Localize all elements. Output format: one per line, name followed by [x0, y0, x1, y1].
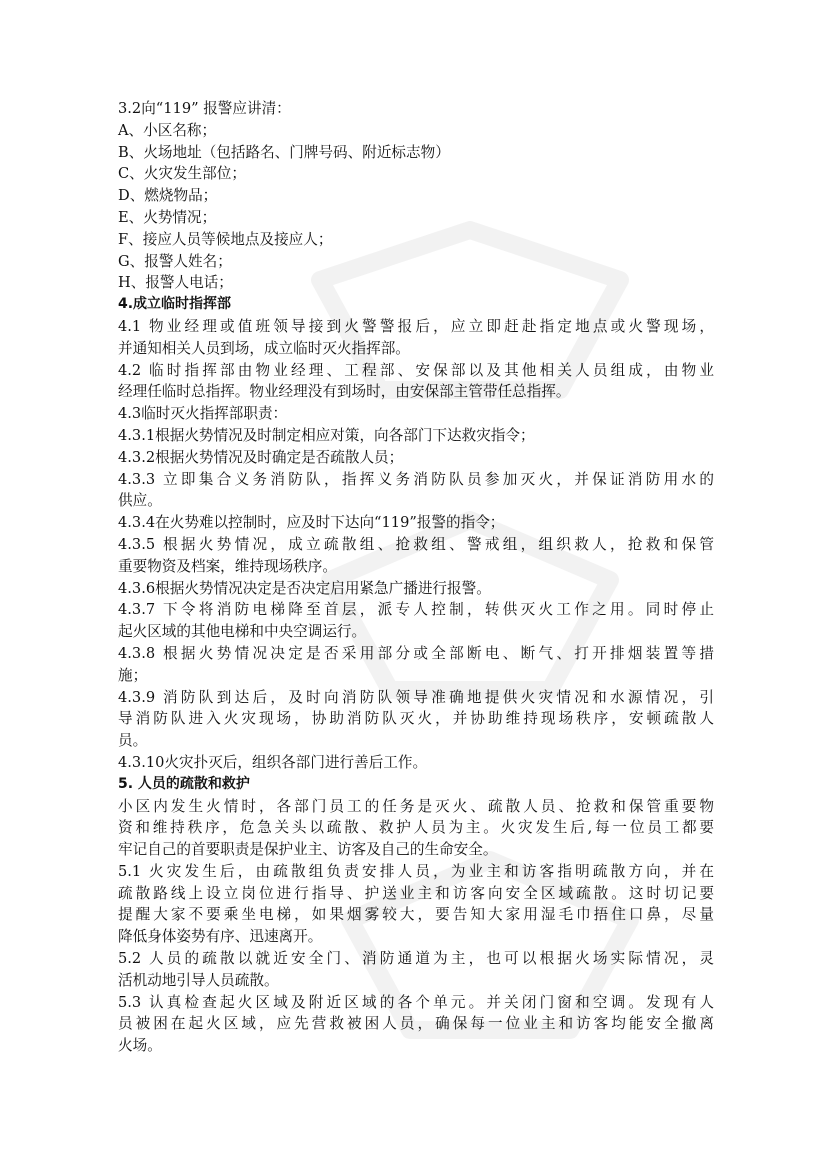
- text-line: 导消防队进入火灾现场，协助消防队灭火，并协助维持现场秩序，安顿疏散人: [118, 710, 714, 728]
- text-line: 4.3.10火灾扑灭后，组织各部门进行善后工作。: [118, 753, 428, 771]
- text-line: 4.2 临时指挥部由物业经理、工程部、安保部以及其他相关人员组成，由物业: [118, 361, 714, 379]
- text-line: 提醒大家不要乘坐电梯，如果烟雾较大，要告知大家用湿毛巾捂住口鼻，尽量: [118, 906, 714, 924]
- section-heading: 4.成立临时指挥部: [118, 296, 232, 313]
- text-line: 3.2向“119” 报警应讲清：: [118, 100, 291, 117]
- text-line: F、接应人员等候地点及接应人；: [118, 230, 333, 248]
- text-line: 4.3临时灭火指挥部职责：: [118, 405, 288, 423]
- text-line: 4.3.8 根据火势情况决定是否采用部分或全部断电、断气、打开排烟装置等措: [118, 644, 714, 662]
- text-line: 牢记自己的首要职责是保护业主、访客及自己的生命安全。: [118, 841, 498, 859]
- text-line: G、报警人姓名；: [118, 252, 232, 270]
- text-line: H、报警人电话；: [118, 274, 233, 292]
- text-line: 员被困在起火区域，应先营救被困人员，确保每一位业主和访客均能安全撤离: [118, 1015, 714, 1033]
- text-line: 4.3.1根据火势情况及时制定相应对策，向各部门下达救灾指令；: [118, 426, 535, 444]
- text-line: 重要物资及档案，维持现场秩序。: [118, 557, 337, 575]
- text-line: 4.1 物业经理或值班领导接到火警警报后，应立即赶赴指定地点或火警现场，: [118, 317, 714, 335]
- text-line: 起火区域的其他电梯和中央空调运行。: [118, 623, 367, 641]
- text-line: 降低身体姿势有序、迅速离开。: [118, 928, 323, 946]
- text-line: 4.3.2根据火势情况及时确定是否疏散人员；: [118, 448, 404, 466]
- text-line: 火场。: [118, 1037, 162, 1055]
- text-line: 活机动地引导人员疏散。: [118, 971, 279, 989]
- text-line: 4.3.7 下令将消防电梯降至首层，派专人控制，转供灭火工作之用。同时停止: [118, 601, 714, 619]
- text-line: 经理任临时总指挥。物业经理没有到场时，由安保部主管带任总指挥。: [118, 383, 571, 401]
- text-line: 4.3.3 立即集合义务消防队，指挥义务消防队员参加灭火，并保证消防用水的: [118, 470, 714, 488]
- text-line: 供应。: [118, 492, 162, 510]
- text-line: E、火势情况；: [118, 208, 217, 226]
- text-line: 疏散路线上设立岗位进行指导、护送业主和访客向安全区域疏散。这时切记要: [118, 884, 714, 902]
- text-line: B、火场地址（包括路名、门牌号码、附近标志物）: [118, 143, 450, 161]
- text-line: A、小区名称；: [118, 121, 217, 139]
- text-line: 5.1 火灾发生后，由疏散组负责安排人员，为业主和访客指明疏散方向，并在: [118, 862, 714, 880]
- text-line: 5.2 人员的疏散以就近安全门、消防通道为主，也可以根据火场实际情况，灵: [118, 950, 714, 968]
- text-line: 4.3.6根据火势情况决定是否决定启用紧急广播进行报警。: [118, 579, 491, 597]
- section-heading: 5. 人员的疏散和救护: [118, 775, 250, 792]
- text-line: 4.3.9 消防队到达后，及时向消防队领导准确地提供火灾情况和水源情况，引: [118, 688, 714, 706]
- text-line: C、火灾发生部位；: [118, 165, 246, 183]
- text-line: 4.3.5 根据火势情况，成立疏散组、抢救组、警戒组，组织救人，抢救和保管: [118, 535, 714, 553]
- text-line: 员。: [118, 732, 148, 750]
- text-line: 小区内发生火情时，各部门员工的任务是灭火、疏散人员、抢救和保管重要物: [118, 797, 714, 815]
- text-line: 资和维持秩序，危急关头以疏散、救护人员为主。火灾发生后,每一位员工都要: [118, 819, 714, 837]
- text-line: D、燃烧物品；: [118, 187, 218, 205]
- text-line: 施；: [118, 666, 148, 684]
- document-body: [118, 98, 714, 1057]
- text-line: 5.3 认真检查起火区域及附近区域的各个单元。并关闭门窗和空调。发现有人: [118, 993, 714, 1011]
- text-line: 4.3.4在火势难以控制时，应及时下达向“119”报警的指令；: [118, 514, 505, 532]
- text-line: 并通知相关人员到场，成立临时灭火指挥部。: [118, 339, 410, 357]
